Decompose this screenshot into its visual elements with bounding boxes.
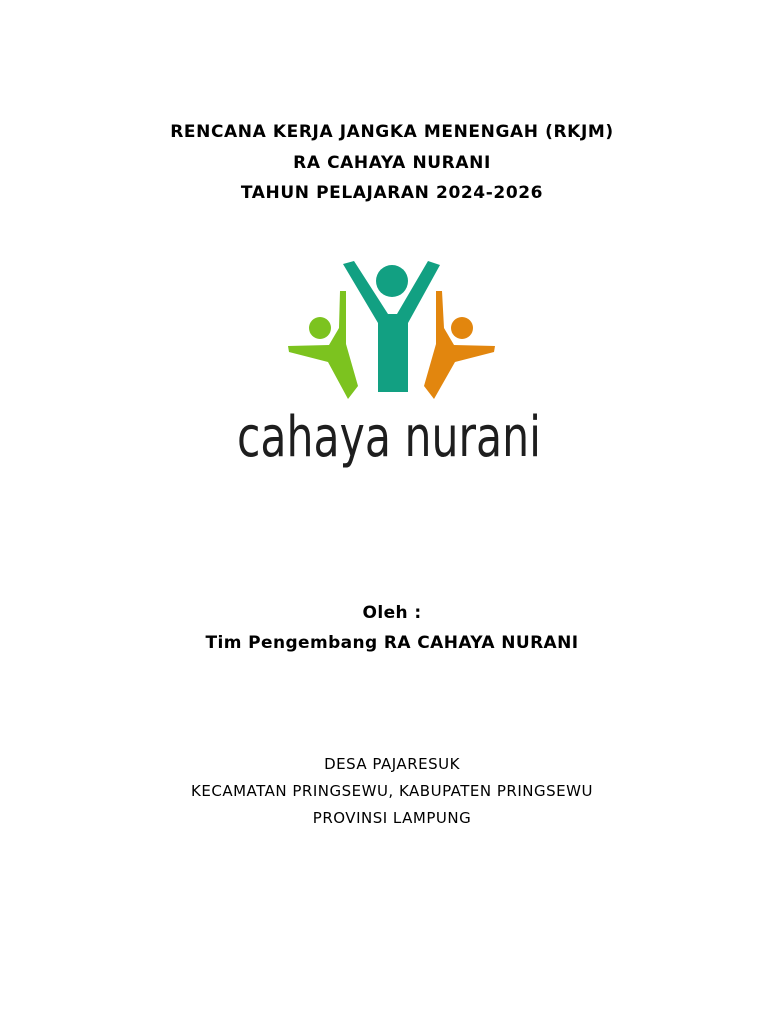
address-village: DESA PAJARESUK — [324, 755, 460, 773]
three-children-figures-icon — [230, 248, 550, 480]
address-district: KECAMATAN PRINGSEWU, KABUPATEN PRINGSEWU — [191, 782, 593, 800]
document-title — [0, 117, 784, 209]
author-section — [0, 598, 784, 658]
logo-wordmark: cahaya nurani — [237, 405, 541, 470]
author-name: Tim Pengembang RA CAHAYA NURANI — [205, 633, 579, 653]
title-line-1: RENCANA KERJA JANGKA MENENGAH (RKJM) — [170, 122, 614, 142]
author-label: Oleh : — [362, 603, 422, 623]
right-figure — [424, 291, 495, 399]
address-province: PROVINSI LAMPUNG — [312, 809, 472, 827]
address-section — [0, 751, 784, 832]
center-figure — [343, 261, 440, 392]
cahaya-nurani-logo — [230, 248, 550, 480]
title-line-3: TAHUN PELAJARAN 2024-2026 — [240, 183, 544, 203]
title-line-2: RA CAHAYA NURANI — [293, 152, 491, 173]
left-figure — [288, 291, 358, 399]
